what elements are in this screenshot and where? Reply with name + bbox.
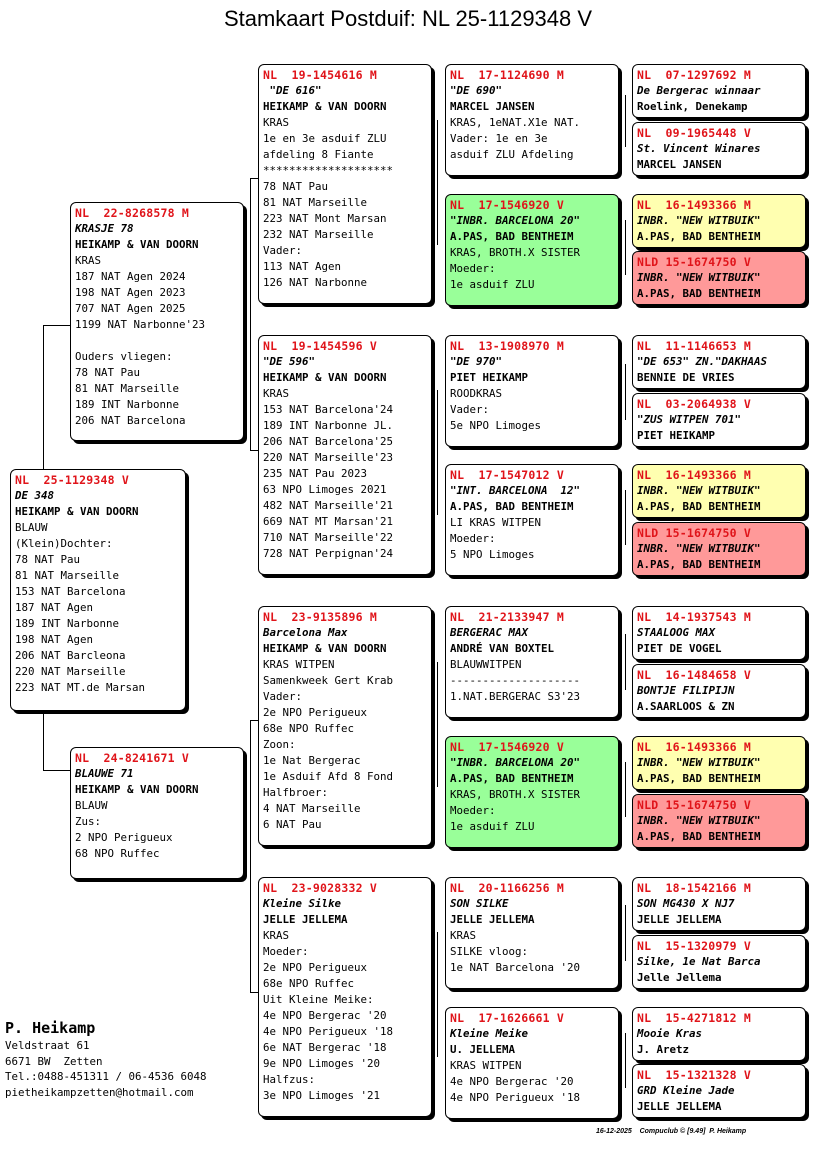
pedigree-line: 206 NAT Barcelona'25 <box>263 435 394 448</box>
connector-line <box>43 770 70 771</box>
breeder-name: JELLE JELLEMA <box>263 913 348 926</box>
great-great-grandparent-card <box>632 122 806 176</box>
pedigree-line: 2e NPO Perigueux <box>263 706 368 719</box>
pedigree-line: 78 NAT Pau <box>75 366 141 379</box>
ring-number: NL 20-1166256 M <box>450 881 564 895</box>
ring-number: NL 03-2064938 V <box>637 397 751 411</box>
pigeon-name: "DE 970" <box>450 355 503 368</box>
ring-number: NL 21-2133947 M <box>450 610 564 624</box>
ring-number: NL 24-8241671 V <box>75 751 189 765</box>
breeder-name: HEIKAMP & VAN DOORN <box>263 371 387 384</box>
pedigree-line: 235 NAT Pau 2023 <box>263 467 368 480</box>
breeder-name: JELLE JELLEMA <box>637 913 722 926</box>
pigeon-name: INBR. "NEW WITBUIK" <box>637 756 761 769</box>
pedigree-line: BLAUWWITPEN <box>450 658 522 671</box>
pedigree-line: 220 NAT Marseille <box>15 665 126 678</box>
pedigree-line: 198 NAT Agen <box>15 633 94 646</box>
pigeon-name: SON SILKE <box>450 897 509 910</box>
pigeon-name: INBR. "NEW WITBUIK" <box>637 214 761 227</box>
ring-number: NL 18-1542166 M <box>637 881 751 895</box>
pedigree-line: 1e asduif ZLU <box>450 820 535 833</box>
pedigree-line: KRAS, BROTH.X SISTER <box>450 788 581 801</box>
great-great-grandparent-card <box>632 1007 806 1061</box>
pigeon-name: DE 348 <box>15 489 55 502</box>
connector-line <box>250 178 251 450</box>
pedigree-line: KRAS, BROTH.X SISTER <box>450 246 581 259</box>
breeder-name: A.SAARLOOS & ZN <box>637 700 735 713</box>
pigeon-name: INBR. "NEW WITBUIK" <box>637 484 761 497</box>
breeder-name: HEIKAMP & VAN DOORN <box>75 238 199 251</box>
pedigree-line: Vader: <box>263 690 303 703</box>
pedigree-line: 2 NPO Perigueux <box>75 831 173 844</box>
pigeon-name: Mooie Kras <box>637 1027 703 1040</box>
ring-number: NL 15-4271812 M <box>637 1011 751 1025</box>
pedigree-line: 5 NPO Limoges <box>450 548 535 561</box>
breeder-name: A.PAS, BAD BENTHEIM <box>637 287 761 300</box>
breeder-name: Roelink, Denekamp <box>637 100 748 113</box>
great-great-grandparent-card <box>632 335 806 389</box>
pedigree-line: afdeling 8 Fiante <box>263 148 374 161</box>
great-great-grandparent-card <box>632 194 806 248</box>
ring-number: NL 17-1626661 V <box>450 1011 564 1025</box>
pigeon-name: "DE 616" <box>263 84 322 97</box>
ring-number: NL 16-1484658 V <box>637 668 751 682</box>
pedigree-line: 1e en 3e asduif ZLU <box>263 132 387 145</box>
pedigree-line: 1e Asduif Afd 8 Fond <box>263 770 394 783</box>
ring-number: NL 13-1908970 M <box>450 339 564 353</box>
pedigree-line: 2e NPO Perigueux <box>263 961 368 974</box>
ring-number: NL 23-9028332 V <box>263 881 377 895</box>
connector-line <box>250 720 258 721</box>
great-grandparent-card <box>445 877 619 989</box>
pigeon-name: INBR. "NEW WITBUIK" <box>637 542 761 555</box>
pedigree-line: Vader: <box>450 403 490 416</box>
ring-number: NL 15-1321328 V <box>637 1068 751 1082</box>
ring-number: NL 17-1124690 M <box>450 68 564 82</box>
pigeon-name: "INBR. BARCELONA 20" <box>450 214 581 227</box>
pedigree-line: Moeder: <box>450 804 496 817</box>
pedigree-line: 3e NPO Limoges '21 <box>263 1089 381 1102</box>
owner-phone[interactable]: Tel.:0488-451311 / 06-4536 6048 <box>5 1070 207 1083</box>
ring-number: NL 15-1320979 V <box>637 939 751 953</box>
pigeon-name: STAALOOG MAX <box>637 626 716 639</box>
great-grandparent-card <box>445 64 619 176</box>
pedigree-line: ROODKRAS <box>450 387 503 400</box>
pedigree-line: 81 NAT Marseille <box>15 569 120 582</box>
great-great-grandparent-card <box>632 935 806 989</box>
subject-pigeon-card <box>10 469 186 711</box>
connector-line <box>625 364 626 420</box>
pedigree-line: 4 NAT Marseille <box>263 802 361 815</box>
pedigree-line: 707 NAT Agen 2025 <box>75 302 186 315</box>
breeder-name: HEIKAMP & VAN DOORN <box>263 642 387 655</box>
pedigree-line: 189 INT Narbonne <box>75 398 180 411</box>
ring-number: NL 19-1454616 M <box>263 68 377 82</box>
great-grandparent-card <box>445 736 619 848</box>
pedigree-line: 198 NAT Agen 2023 <box>75 286 186 299</box>
footer-credit: 16-12-2025 Compuclub © [9.49] P. Heikamp <box>596 1128 747 1135</box>
pigeon-name: "DE 653" ZN."DAKHAAS <box>637 355 768 368</box>
pedigree-line: 4e NPO Bergerac '20 <box>450 1075 574 1088</box>
pigeon-name: "DE 596" <box>263 355 316 368</box>
breeder-name: U. JELLEMA <box>450 1043 516 1056</box>
pedigree-line: 4e NPO Bergerac '20 <box>263 1009 387 1022</box>
pedigree-line: Samenkweek Gert Krab <box>263 674 394 687</box>
pedigree-line: KRAS <box>75 254 102 267</box>
breeder-name: A.PAS, BAD BENTHEIM <box>450 230 574 243</box>
great-great-grandparent-card <box>632 794 806 848</box>
pedigree-line: 187 NAT Agen <box>15 601 94 614</box>
pedigree-line: KRAS <box>263 116 290 129</box>
pedigree-line: Zus: <box>75 815 102 828</box>
owner-name: P. Heikamp <box>5 1019 96 1037</box>
maternal-grandfather-card <box>258 606 432 846</box>
breeder-name: Jelle Jellema <box>637 971 722 984</box>
owner-postcode: 6671 BW Zetten <box>5 1054 103 1068</box>
connector-line <box>437 120 438 245</box>
pedigree-line: 78 NAT Pau <box>263 180 329 193</box>
breeder-name: HEIKAMP & VAN DOORN <box>15 505 139 518</box>
great-grandparent-card <box>445 464 619 576</box>
pedigree-line <box>75 333 239 349</box>
ring-number: NL 09-1965448 V <box>637 126 751 140</box>
pedigree-line: 1.NAT.BERGERAC S3'23 <box>450 690 581 703</box>
great-great-grandparent-card <box>632 877 806 931</box>
pigeon-name: Kleine Silke <box>263 897 342 910</box>
great-great-grandparent-card <box>632 1064 806 1118</box>
breeder-name: MARCEL JANSEN <box>637 158 722 171</box>
owner-address: Veldstraat 61 <box>5 1039 90 1052</box>
pigeon-name: BLAUWE 71 <box>75 767 134 780</box>
great-grandparent-card <box>445 194 619 306</box>
owner-block <box>5 1018 207 1100</box>
pedigree-line: 1e Nat Bergerac <box>263 754 361 767</box>
connector-line <box>250 992 258 993</box>
pedigree-line: ******************** <box>263 164 394 177</box>
pedigree-line: 223 NAT MT.de Marsan <box>15 681 146 694</box>
pedigree-line: 6e NAT Bergerac '18 <box>263 1041 387 1054</box>
pigeon-name: St. Vincent Winares <box>637 142 761 155</box>
pedigree-line: 153 NAT Barcelona'24 <box>263 403 394 416</box>
breeder-name: MARCEL JANSEN <box>450 100 535 113</box>
pigeon-name: Barcelona Max <box>263 626 348 639</box>
breeder-name: A.PAS, BAD BENTHEIM <box>450 500 574 513</box>
pigeon-name: INBR. "NEW WITBUIK" <box>637 271 761 284</box>
ring-number: NL 22-8268578 M <box>75 206 189 220</box>
breeder-name: HEIKAMP & VAN DOORN <box>263 100 387 113</box>
great-grandparent-card <box>445 335 619 447</box>
pedigree-line: 220 NAT Marseille'23 <box>263 451 394 464</box>
ring-number: NL 16-1493366 M <box>637 198 751 212</box>
ring-number: NLD 15-1674750 V <box>637 526 751 540</box>
pedigree-line: 189 INT Narbonne <box>15 617 120 630</box>
pedigree-line: KRAS <box>263 929 290 942</box>
great-great-grandparent-card <box>632 64 806 118</box>
pedigree-line: 78 NAT Pau <box>15 553 81 566</box>
breeder-name: PIET HEIKAMP <box>450 371 529 384</box>
ring-number: NL 14-1937543 M <box>637 610 751 624</box>
pigeon-name: De Bergerac winnaar <box>637 84 761 97</box>
breeder-name: JELLE JELLEMA <box>637 1100 722 1113</box>
pedigree-line: 189 INT Narbonne JL. <box>263 419 394 432</box>
pedigree-line: -------------------- <box>450 674 581 687</box>
breeder-name: ANDRÉ VAN BOXTEL <box>450 642 555 655</box>
connector-line <box>437 932 438 1057</box>
great-great-grandparent-card <box>632 664 806 718</box>
ring-number: NL 07-1297692 M <box>637 68 751 82</box>
connector-line <box>625 762 626 817</box>
breeder-name: HEIKAMP & VAN DOORN <box>75 783 199 796</box>
pedigree-line: 68e NPO Ruffec <box>263 722 355 735</box>
pedigree-line: Vader: 1e en 3e <box>450 132 548 145</box>
pedigree-line: 4e NPO Perigueux '18 <box>263 1025 394 1038</box>
connector-line <box>625 905 626 961</box>
great-grandparent-card <box>445 606 619 718</box>
pedigree-line: 206 NAT Barcelona <box>75 414 186 427</box>
breeder-name: A.PAS, BAD BENTHEIM <box>637 230 761 243</box>
connector-line <box>625 490 626 545</box>
pedigree-line: 81 NAT Marseille <box>263 196 368 209</box>
pedigree-line: 710 NAT Marseille'22 <box>263 531 394 544</box>
pedigree-line: asduif ZLU Afdeling <box>450 148 574 161</box>
ring-number: NL 17-1547012 V <box>450 468 564 482</box>
pigeon-name: INBR. "NEW WITBUIK" <box>637 814 761 827</box>
paternal-grandfather-card <box>258 64 432 304</box>
connector-line <box>625 634 626 690</box>
pedigree-line: 5e NPO Limoges <box>450 419 542 432</box>
ring-number: NL 19-1454596 V <box>263 339 377 353</box>
pigeon-name: BONTJE FILIPIJN <box>637 684 735 697</box>
pedigree-line: 126 NAT Narbonne <box>263 276 368 289</box>
pigeon-name: BERGERAC MAX <box>450 626 529 639</box>
pedigree-line: KRAS <box>450 929 477 942</box>
pedigree-line: LI KRAS WITPEN <box>450 516 542 529</box>
pedigree-line: 63 NPO Limoges 2021 <box>263 483 387 496</box>
page-title: Stamkaart Postduif: NL 25-1129348 V <box>223 6 593 31</box>
pigeon-name: Silke, 1e Nat Barca <box>637 955 761 968</box>
pedigree-line: KRAS, 1eNAT.X1e NAT. <box>450 116 581 129</box>
great-great-grandparent-card <box>632 522 806 576</box>
pedigree-line: KRAS WITPEN <box>450 1059 522 1072</box>
great-great-grandparent-card <box>632 736 806 790</box>
pedigree-line: Moeder: <box>263 945 309 958</box>
breeder-name: A.PAS, BAD BENTHEIM <box>637 772 761 785</box>
connector-line <box>437 390 438 515</box>
breeder-name: A.PAS, BAD BENTHEIM <box>450 772 574 785</box>
breeder-name: PIET DE VOGEL <box>637 642 722 655</box>
pedigree-line: (Klein)Dochter: <box>15 537 113 550</box>
ring-number: NL 25-1129348 V <box>15 473 129 487</box>
pigeon-name: SON MG430 X NJ7 <box>637 897 735 910</box>
breeder-name: JELLE JELLEMA <box>450 913 535 926</box>
mother-card <box>70 747 244 879</box>
connector-line <box>43 325 70 326</box>
maternal-grandmother-card <box>258 877 432 1117</box>
great-great-grandparent-card <box>632 606 806 660</box>
pedigree-line: KRAS WITPEN <box>263 658 335 671</box>
ring-number: NLD 15-1674750 V <box>637 255 751 269</box>
connector-line <box>437 662 438 787</box>
pedigree-line: Halfbroer: <box>263 786 329 799</box>
pedigree-line: 482 NAT Marseille'21 <box>263 499 394 512</box>
pedigree-line: 669 NAT MT Marsan'21 <box>263 515 394 528</box>
ring-number: NL 17-1546920 V <box>450 740 564 754</box>
pedigree-line: Ouders vliegen: <box>75 350 173 363</box>
pedigree-line: 232 NAT Marseille <box>263 228 374 241</box>
pigeon-name: "INBR. BARCELONA 20" <box>450 756 581 769</box>
pedigree-line: Uit Kleine Meike: <box>263 993 374 1006</box>
pedigree-line: Moeder: <box>450 532 496 545</box>
great-great-grandparent-card <box>632 464 806 518</box>
pedigree-line: 1e asduif ZLU <box>450 278 535 291</box>
pedigree-line: 153 NAT Barcelona <box>15 585 126 598</box>
owner-email[interactable]: pietheikampzetten@hotmail.com <box>5 1085 194 1099</box>
pedigree-line: 6 NAT Pau <box>263 818 322 831</box>
connector-line <box>250 450 258 451</box>
pedigree-line: 9e NPO Limoges '20 <box>263 1057 381 1070</box>
connector-line <box>250 720 251 992</box>
pedigree-line: 728 NAT Perpignan'24 <box>263 547 394 560</box>
great-grandparent-card <box>445 1007 619 1119</box>
connector-line <box>625 1033 626 1088</box>
pedigree-line: SILKE vloog: <box>450 945 529 958</box>
pedigree-line: 4e NPO Perigueux '18 <box>450 1091 581 1104</box>
breeder-name: PIET HEIKAMP <box>637 429 716 442</box>
breeder-name: A.PAS, BAD BENTHEIM <box>637 558 761 571</box>
great-great-grandparent-card <box>632 251 806 305</box>
ring-number: NL 23-9135896 M <box>263 610 377 624</box>
pedigree-line: 68e NPO Ruffec <box>263 977 355 990</box>
breeder-name: BENNIE DE VRIES <box>637 371 735 384</box>
ring-number: NL 11-1146653 M <box>637 339 751 353</box>
pedigree-line: Vader: <box>263 244 303 257</box>
pedigree-line: 1e NAT Barcelona '20 <box>450 961 581 974</box>
paternal-grandmother-card <box>258 335 432 575</box>
breeder-name: A.PAS, BAD BENTHEIM <box>637 830 761 843</box>
breeder-name: A.PAS, BAD BENTHEIM <box>637 500 761 513</box>
ring-number: NLD 15-1674750 V <box>637 798 751 812</box>
pedigree-line: 206 NAT Barcleona <box>15 649 126 662</box>
pedigree-line: Moeder: <box>450 262 496 275</box>
pigeon-name: Kleine Meike <box>450 1027 529 1040</box>
pedigree-line: 68 NPO Ruffec <box>75 847 160 860</box>
ring-number: NL 17-1546920 V <box>450 198 564 212</box>
great-great-grandparent-card <box>632 393 806 447</box>
pedigree-line: Zoon: <box>263 738 296 751</box>
connector-line <box>625 95 626 147</box>
connector-line <box>250 178 258 179</box>
pigeon-name: "ZUS WITPEN 701" <box>637 413 742 426</box>
pigeon-name: "INT. BARCELONA 12" <box>450 484 581 497</box>
pedigree-line: KRAS <box>263 387 290 400</box>
pigeon-name: KRASJE 78 <box>75 222 134 235</box>
pedigree-line: Halfzus: <box>263 1073 316 1086</box>
pedigree-line: 113 NAT Agen <box>263 260 342 273</box>
ring-number: NL 16-1493366 M <box>637 468 751 482</box>
connector-line <box>625 220 626 275</box>
ring-number: NL 16-1493366 M <box>637 740 751 754</box>
pedigree-line: 81 NAT Marseille <box>75 382 180 395</box>
pigeon-name: GRD Kleine Jade <box>637 1084 735 1097</box>
pedigree-line: 187 NAT Agen 2024 <box>75 270 186 283</box>
breeder-name: J. Aretz <box>637 1043 690 1056</box>
pigeon-name: "DE 690" <box>450 84 503 97</box>
pedigree-line: 223 NAT Mont Marsan <box>263 212 387 225</box>
pedigree-line: BLAUW <box>15 521 48 534</box>
father-card <box>70 202 244 441</box>
pedigree-line: 1199 NAT Narbonne'23 <box>75 318 206 331</box>
pedigree-line: BLAUW <box>75 799 108 812</box>
